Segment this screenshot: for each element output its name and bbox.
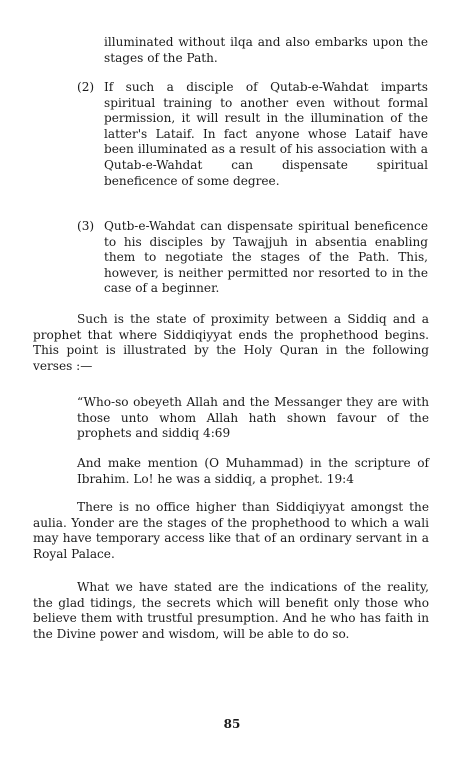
continuation-text: illuminated without ilqa and also embarks upon the stages of the Path. [104, 35, 428, 65]
page-number: 85 [223, 717, 241, 731]
body-paragraph: Such is the state of proximity between a Siddiq and a prophet that where Siddiqiyyat ends the prophethood begins. This point is illustrated by the Holy Quran in the following verses :— [33, 312, 429, 373]
list-item-text: If such a disciple of Qutab-e-Wahdat imparts spiritual training to another even without formal permission, it will result in the illumination of the latter's Lataif. In fact anyone whose Lataif have been illuminated as a result of his association with a Qutab-e-Wahdat can dispensate spiritual beneficence of some degree. [104, 80, 428, 188]
list-item-text: Qutb-e-Wahdat can dispensate spiritual beneficence to his disciples by Tawajjuh in absentia enabling them to negotiate the stages of the Path. This, however, is neither permitted nor resorted to in the case of a beginner. [104, 219, 428, 296]
body-paragraph: What we have stated are the indications of the reality, the glad tidings, the secrets which will benefit only those who believe them with trustful presumption. And he who has faith in the Divine power and wisdom, will be able to do so. [33, 580, 429, 641]
verse-quote: “Who-so obeyeth Allah and the Messanger they are with those unto whom Allah hath shown favour of the prophets and siddiq 4:69 [77, 395, 429, 441]
verse-quote: And make mention (O Muhammad) in the scripture of Ibrahim. Lo! he was a siddiq, a prophet. 19:4 [77, 456, 429, 486]
list-item-number: (2) [77, 80, 95, 94]
body-paragraph: There is no office higher than Siddiqiyyat amongst the aulia. Yonder are the stages of the prophethood to which a wali may have temporary access like that of an ordinary servant in a Royal Palace. [33, 500, 429, 561]
list-item-number: (3) [77, 219, 95, 233]
